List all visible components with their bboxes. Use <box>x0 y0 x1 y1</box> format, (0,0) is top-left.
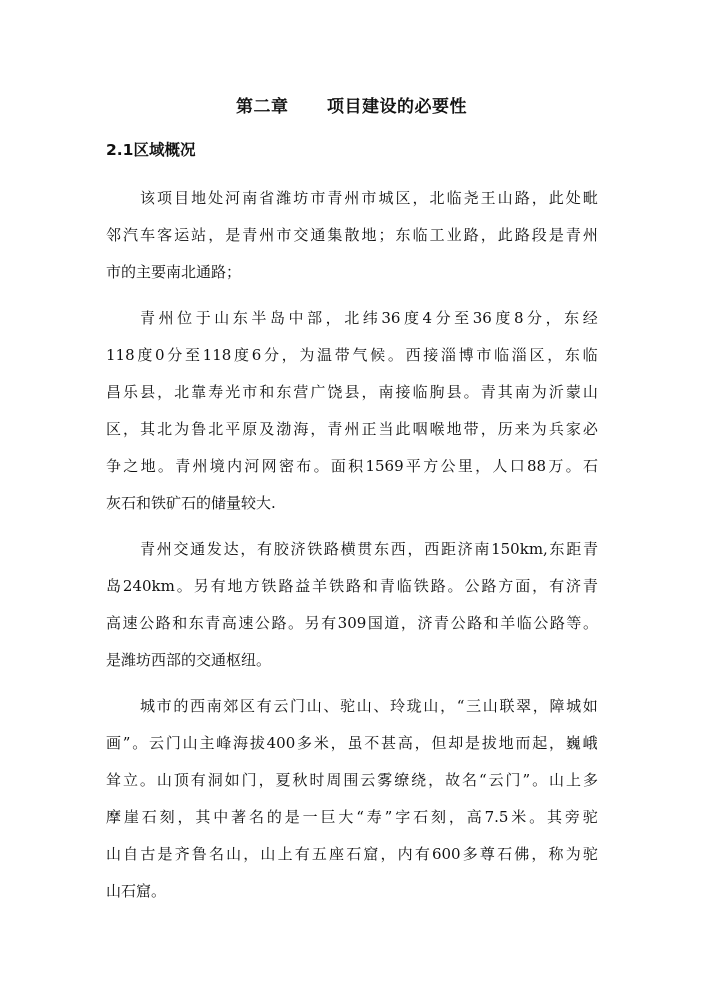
paragraph-line: 山石窟。 <box>106 882 167 900</box>
section-heading: 2.1区域概况 <box>106 141 196 159</box>
paragraph-line: 争 之 地 。 青 州 境 内 河 网 密 布 。 面 积 1569 平 方 公 里 ， 人 口 88 万 。 石 <box>106 457 598 475</box>
paragraph-line: 118 度 0 分 至 118 度 6 分 ， 为 温 带 气 候 。 西 接 淄 博 市 临 淄 区 ， 东 临 <box>106 346 598 364</box>
paragraph-line: 青 州 交 通 发 达 ， 有 胶 济 铁 路 横 贯 东 西 ， 西 距 济 南 150km, 东 距 青 <box>140 540 598 558</box>
paragraph-line: 青 州 位 于 山 东 半 岛 中 部 ， 北 纬 36 度 4 分 至 36 度 8 分 ， 东 经 <box>140 309 598 327</box>
paragraph-line: 邻 汽 车 客 运 站 ， 是 青 州 市 交 通 集 散 地 ； 东 临 工 业 路 ， 此 路 段 是 青 州 <box>106 226 598 244</box>
paragraph-line: 市的主要南北通路； <box>106 263 242 281</box>
paragraph-line: 摩 崖 石 刻 ， 其 中 著 名 的 是 一 巨 大 “ 寿 ” 字 石 刻 ， 高 7.5 米 。 其 旁 驼 <box>106 808 598 826</box>
paragraph-line: 灰石和铁矿石的储量较大. <box>106 494 276 512</box>
paragraph-line: 高 速 公 路 和 东 青 高 速 公 路 。 另 有 309 国 道 ， 济 青 公 路 和 羊 临 公 路 等 。 <box>106 614 598 632</box>
paragraph-line: 昌 乐 县 ， 北 靠 寿 光 市 和 东 营 广 饶 县 ， 南 接 临 朐 县 。 青 其 南 为 沂 蒙 山 <box>106 383 598 401</box>
paragraph <box>106 300 598 522</box>
paragraph-line: 是潍坊西部的交通枢纽。 <box>106 651 272 669</box>
chapter-title: 第二章 项目建设的必要性 <box>235 97 467 117</box>
paragraph-line: 山 自 古 是 齐 鲁 名 山 ， 山 上 有 五 座 石 窟 ， 内 有 600 多 尊 石 佛 ， 称 为 驼 <box>106 845 598 863</box>
paragraph-line: 该 项 目 地 处 河 南 省 潍 坊 市 青 州 市 城 区 ， 北 临 尧 王 山 路 ， 此 处 毗 <box>140 189 598 207</box>
paragraph-line: 耸 立 。 山 顶 有 洞 如 门 ， 夏 秋 时 周 围 云 雾 缭 绕 ， 故 名 “ 云 门 ” 。 山 上 多 <box>106 771 598 789</box>
document-body <box>106 180 598 919</box>
paragraph-line: 岛 240km 。 另 有 地 方 铁 路 益 羊 铁 路 和 青 临 铁 路 。 公 路 方 面 ， 有 济 青 <box>106 577 598 595</box>
paragraph <box>106 688 598 910</box>
paragraph <box>106 531 598 679</box>
paragraph-line: 画 ” 。 云 门 山 主 峰 海 拔 400 多 米 ， 虽 不 甚 高 ， 但 却 是 拔 地 而 起 ， 巍 峨 <box>106 734 598 752</box>
paragraph-line: 区 ， 其 北 为 鲁 北 平 原 及 渤 海 ， 青 州 正 当 此 咽 喉 地 带 ， 历 来 为 兵 家 必 <box>106 420 598 438</box>
paragraph <box>106 180 598 291</box>
paragraph-line: 城 市 的 西 南 郊 区 有 云 门 山 、 驼 山 、 玲 珑 山 ， “ 三 山 联 翠 ， 障 城 如 <box>140 697 598 715</box>
